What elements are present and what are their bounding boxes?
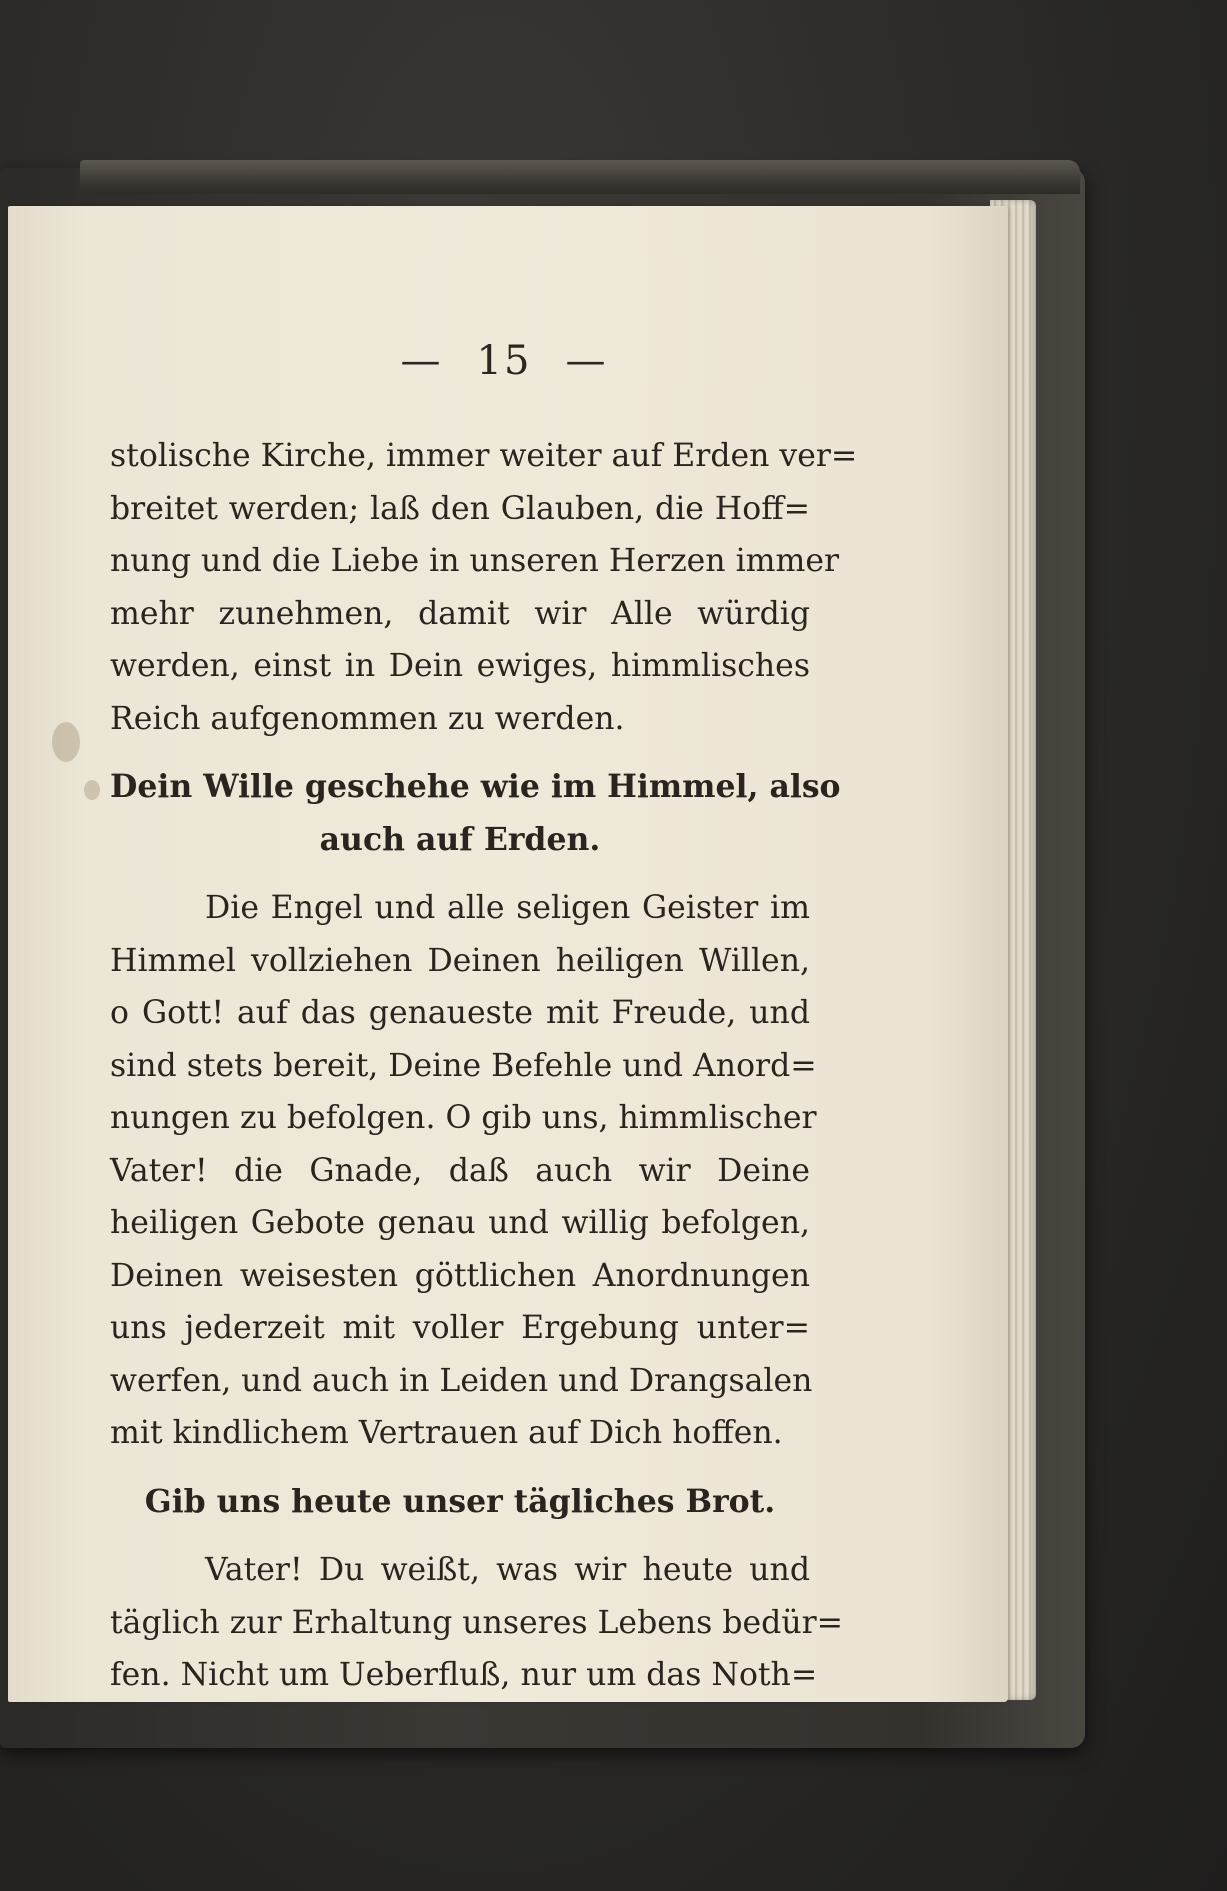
text-line: nung und die Liebe in unseren Herzen immer <box>110 543 840 579</box>
text-line: sind stets bereit, Deine Befehle und Anord= <box>110 1047 817 1084</box>
text-line: uns jederzeit mit voller Ergebung unter= <box>110 1310 810 1346</box>
text-line: breitet werden; laß den Glauben, die Hoff= <box>110 490 810 527</box>
book-cover-top-edge <box>80 160 1080 194</box>
text-line: Die Engel und alle seligen Geister im <box>205 890 810 926</box>
heading-line: Dein Wille geschehe wie im Himmel, also <box>110 768 841 805</box>
text-line: Deinen weisesten göttlichen Anordnungen <box>110 1257 810 1294</box>
page-number <box>0 338 1008 384</box>
text-line: nungen zu befolgen. O gib uns, himmlischer <box>110 1100 817 1136</box>
page-number-dash-left: — <box>400 338 443 384</box>
section-heading-2 <box>110 1476 810 1529</box>
text-line: fen. Nicht um Ueberfluß, nur um das Noth= <box>110 1657 818 1693</box>
text-line: Reich aufgenommen zu werden. <box>110 700 625 737</box>
text-line: o Gott! auf das genaueste mit Freude, und <box>110 995 810 1031</box>
text-line: heiligen Gebote genau und willig befolgen, <box>110 1205 810 1241</box>
text-line: mit kindlichem Vertrauen auf Dich hoffen. <box>110 1415 783 1451</box>
foxing-spot <box>52 722 80 762</box>
text-line: werden, einst in Dein ewiges, himmlisches <box>110 648 810 684</box>
text-line: werfen, und auch in Leiden und Drangsalen <box>110 1362 813 1399</box>
heading-line: auch auf Erden. <box>319 820 601 858</box>
text-line: Vater! Du weißt, was wir heute und <box>205 1552 810 1588</box>
paragraph-3 <box>110 1544 844 1702</box>
page-number-value: 15 <box>476 338 532 384</box>
section-heading-1 <box>110 761 841 866</box>
text-line: Himmel vollziehen Deinen heiligen Willen, <box>110 942 810 979</box>
page-number-dash-right: — <box>565 338 608 384</box>
text-line: mehr zunehmen, damit wir Alle würdig <box>110 595 810 632</box>
text-line: Vater! die Gnade, daß auch wir Deine <box>110 1152 810 1189</box>
heading-line: Gib uns heute unser tägliches Brot. <box>144 1482 776 1520</box>
foxing-spot <box>84 780 100 800</box>
body-text <box>110 430 858 1702</box>
paragraph-1 <box>110 430 858 745</box>
text-line: täglich zur Erhaltung unseres Lebens bedür= <box>110 1604 844 1641</box>
paragraph-2 <box>110 882 817 1460</box>
text-line: stolische Kirche, immer weiter auf Erden ver= <box>110 438 858 474</box>
